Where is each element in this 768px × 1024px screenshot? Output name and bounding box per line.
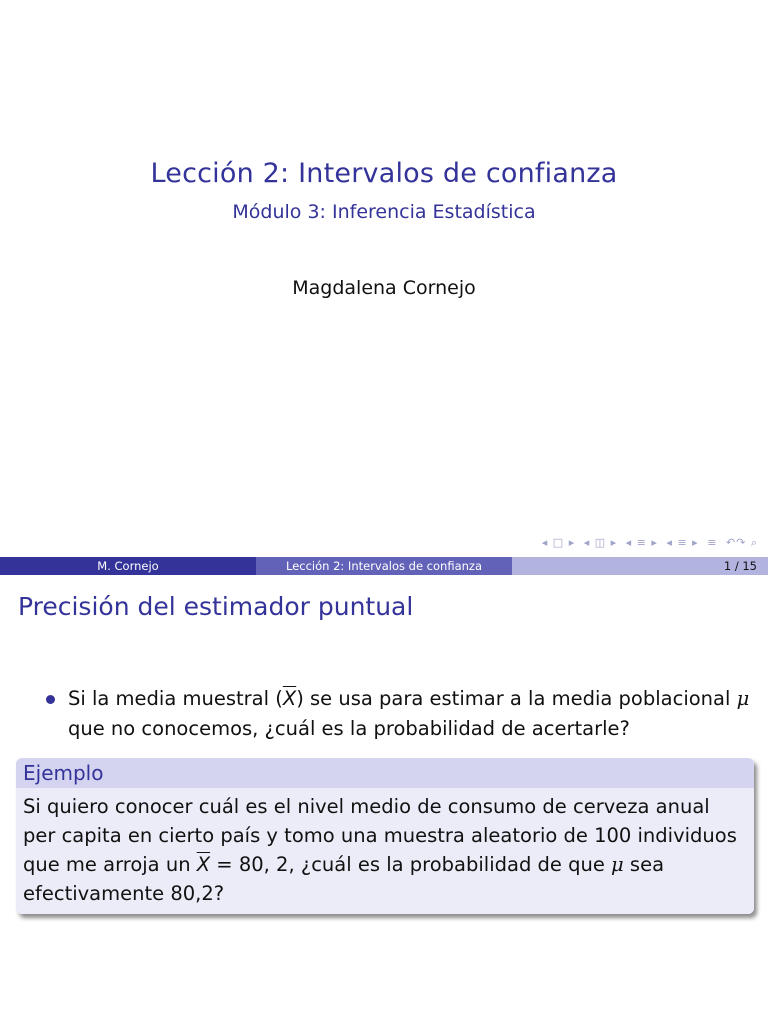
mu-symbol: μ — [611, 853, 624, 876]
presentation-title: Lección 2: Intervalos de confianza — [150, 158, 618, 189]
list-item — [46, 684, 756, 744]
presentation-subtitle: Módulo 3: Inferencia Estadística — [232, 201, 536, 223]
xbar-symbol: $\overline{X}$ — [196, 853, 211, 876]
nav-align-icon[interactable]: ≡ — [707, 536, 718, 549]
xbar-symbol: $\overline{X}$ — [282, 687, 297, 710]
beamer-navigation-bar[interactable] — [538, 536, 758, 550]
footer-page-number: 1 / 15 — [512, 557, 768, 575]
example-block — [16, 758, 754, 914]
footer-title: Lección 2: Intervalos de confianza — [256, 557, 512, 575]
nav-search-icon[interactable]: ↶↷ ⌕ — [725, 536, 758, 549]
nav-subsection-icon[interactable]: ◂ ◫ ▸ — [583, 536, 618, 549]
nav-section-icon[interactable]: ◂ ≡ ▸ — [625, 536, 658, 549]
frame-title: Precisión del estimador puntual — [18, 592, 414, 621]
author-name: Magdalena Cornejo — [292, 277, 476, 299]
mu-symbol: μ — [736, 687, 750, 710]
example-block-title: Ejemplo — [16, 758, 754, 788]
content-slide — [0, 576, 768, 1024]
bullet-text: Si la media muestral $(\overline{X})$ se usa para estimar a la media poblacional μ que no conocemos, ¿cuál es la probabilidad de acertarle? — [68, 687, 750, 740]
nav-frame-icon[interactable]: ◂ □ ▸ — [541, 536, 576, 549]
footline — [0, 557, 768, 575]
footer-author: M. Cornejo — [0, 557, 256, 575]
example-block-body: Si quiero conocer cuál es el nivel medio de consumo de cerveza anual per capita en cierto país y tomo una muestra aleatorio de 100 individuos que me arroja un $\overline{X} = 80$, 2, ¿cuál es la probabilidad de que μ sea efectivamente 80,2? — [16, 788, 754, 914]
bullet-icon — [46, 695, 55, 704]
nav-doc-icon[interactable]: ◂ ≡ ▸ — [666, 536, 699, 549]
